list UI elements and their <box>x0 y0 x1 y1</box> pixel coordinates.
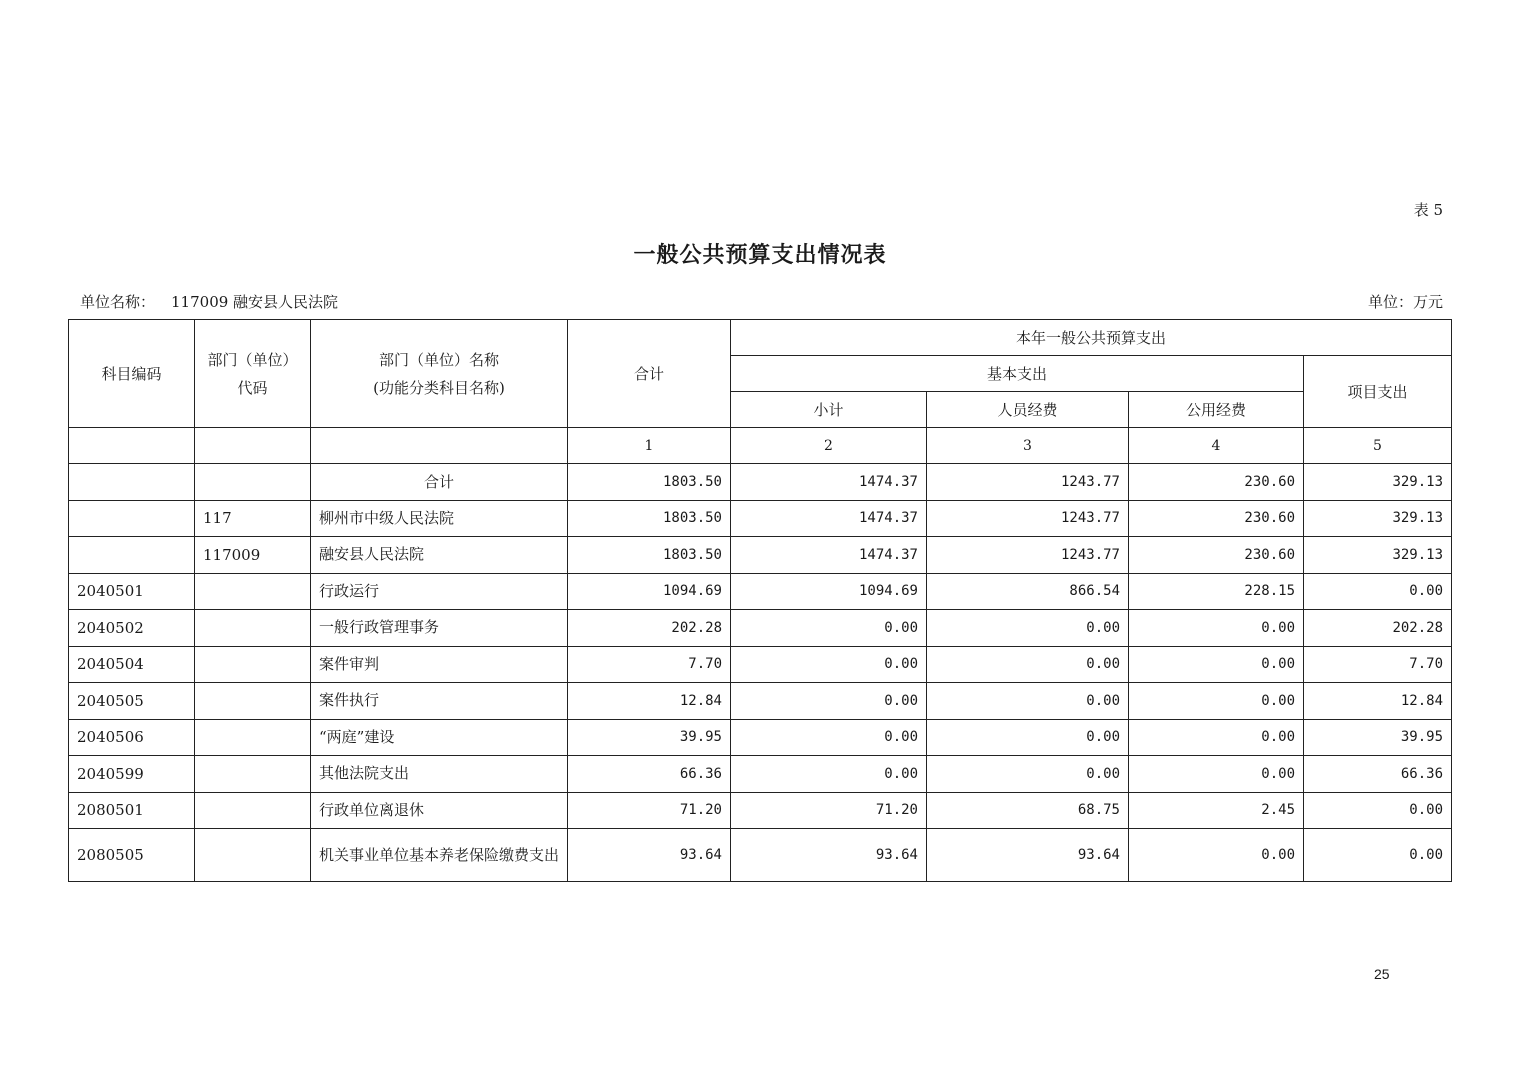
cell-project: 329.13 <box>1304 500 1452 537</box>
header-total: 合计 <box>568 320 731 428</box>
cell-name: 柳州市中级人民法院 <box>311 500 568 537</box>
cell-name: 机关事业单位基本养老保险缴费支出 <box>311 829 568 882</box>
cell-dept-code <box>195 610 311 647</box>
table-row <box>69 756 1452 793</box>
header-basic: 基本支出 <box>731 356 1304 392</box>
table-row <box>69 829 1452 882</box>
cell-public: 0.00 <box>1129 756 1304 793</box>
cell-total: 7.70 <box>568 646 731 683</box>
cell-total: 39.95 <box>568 719 731 756</box>
cell-subject-code: 2080501 <box>69 792 195 829</box>
cell-subtotal: 1094.69 <box>731 573 927 610</box>
cell-public: 0.00 <box>1129 610 1304 647</box>
colnum-blank <box>311 428 568 464</box>
cell-project: 0.00 <box>1304 829 1452 882</box>
cell-subject-code: 2040502 <box>69 610 195 647</box>
cell-personnel: 1243.77 <box>927 464 1129 501</box>
cell-personnel: 0.00 <box>927 719 1129 756</box>
cell-name: 案件审判 <box>311 646 568 683</box>
cell-project: 202.28 <box>1304 610 1452 647</box>
cell-name: 一般行政管理事务 <box>311 610 568 647</box>
cell-subject-code <box>69 464 195 501</box>
cell-project: 12.84 <box>1304 683 1452 720</box>
cell-personnel: 866.54 <box>927 573 1129 610</box>
currency-unit: 单位：万元 <box>1367 293 1443 311</box>
header-subtotal: 小计 <box>731 392 927 428</box>
cell-personnel: 0.00 <box>927 646 1129 683</box>
cell-total: 202.28 <box>568 610 731 647</box>
table-row <box>69 573 1452 610</box>
table-row <box>69 500 1452 537</box>
unit-name-value: 117009 融安县人民法院 <box>171 293 339 311</box>
cell-total: 1803.50 <box>568 464 731 501</box>
header-dept-name <box>311 320 568 428</box>
cell-total: 1803.50 <box>568 500 731 537</box>
cell-subtotal: 93.64 <box>731 829 927 882</box>
cell-public: 230.60 <box>1129 500 1304 537</box>
cell-name: 行政运行 <box>311 573 568 610</box>
cell-public: 0.00 <box>1129 683 1304 720</box>
cell-public: 230.60 <box>1129 464 1304 501</box>
cell-dept-code <box>195 792 311 829</box>
cell-subtotal: 1474.37 <box>731 537 927 574</box>
cell-subject-code: 2040506 <box>69 719 195 756</box>
cell-public: 0.00 <box>1129 646 1304 683</box>
cell-project: 329.13 <box>1304 537 1452 574</box>
cell-name: 行政单位离退休 <box>311 792 568 829</box>
header-current-year: 本年一般公共预算支出 <box>731 320 1452 356</box>
cell-project: 7.70 <box>1304 646 1452 683</box>
budget-table <box>68 319 1452 882</box>
cell-public: 228.15 <box>1129 573 1304 610</box>
cell-personnel: 0.00 <box>927 610 1129 647</box>
cell-personnel: 68.75 <box>927 792 1129 829</box>
table-row <box>69 537 1452 574</box>
cell-subject-code: 2040501 <box>69 573 195 610</box>
table-row <box>69 646 1452 683</box>
cell-name: 案件执行 <box>311 683 568 720</box>
cell-subtotal: 0.00 <box>731 719 927 756</box>
cell-name: 其他法院支出 <box>311 756 568 793</box>
cell-dept-code <box>195 683 311 720</box>
table-row <box>69 610 1452 647</box>
cell-personnel: 1243.77 <box>927 537 1129 574</box>
header-subject-code: 科目编码 <box>69 320 195 428</box>
cell-public: 230.60 <box>1129 537 1304 574</box>
cell-dept-code: 117 <box>195 500 311 537</box>
cell-subject-code: 2040599 <box>69 756 195 793</box>
cell-dept-code <box>195 829 311 882</box>
cell-subtotal: 0.00 <box>731 683 927 720</box>
header-public: 公用经费 <box>1129 392 1304 428</box>
cell-subject-code: 2080505 <box>69 829 195 882</box>
cell-project: 329.13 <box>1304 464 1452 501</box>
colnum-blank <box>195 428 311 464</box>
table-row <box>69 683 1452 720</box>
cell-name: “两庭”建设 <box>311 719 568 756</box>
colnum-1: 1 <box>568 428 731 464</box>
table-number: 表 5 <box>1413 201 1443 219</box>
cell-dept-code <box>195 573 311 610</box>
cell-public: 0.00 <box>1129 829 1304 882</box>
header-dept-code <box>195 320 311 428</box>
cell-public: 0.00 <box>1129 719 1304 756</box>
cell-project: 0.00 <box>1304 792 1452 829</box>
header-project: 项目支出 <box>1304 356 1452 428</box>
cell-total: 1094.69 <box>568 573 731 610</box>
cell-subtotal: 1474.37 <box>731 500 927 537</box>
cell-public: 2.45 <box>1129 792 1304 829</box>
colnum-5: 5 <box>1304 428 1452 464</box>
cell-dept-code <box>195 464 311 501</box>
page-number: 25 <box>1374 966 1390 982</box>
cell-name: 合计 <box>311 464 568 501</box>
page-title: 一般公共预算支出情况表 <box>633 242 887 268</box>
header-dept-code-line2: 代码 <box>237 378 268 397</box>
cell-project: 39.95 <box>1304 719 1452 756</box>
cell-project: 0.00 <box>1304 573 1452 610</box>
cell-subject-code: 2040505 <box>69 683 195 720</box>
cell-personnel: 0.00 <box>927 683 1129 720</box>
header-personnel: 人员经费 <box>927 392 1129 428</box>
colnum-3: 3 <box>927 428 1129 464</box>
cell-subtotal: 71.20 <box>731 792 927 829</box>
cell-subject-code <box>69 537 195 574</box>
table-row <box>69 792 1452 829</box>
cell-dept-code <box>195 646 311 683</box>
table-row <box>69 719 1452 756</box>
cell-total: 93.64 <box>568 829 731 882</box>
unit-name <box>80 291 338 312</box>
cell-dept-code <box>195 719 311 756</box>
header-dept-name-line1: 部门（单位）名称 <box>378 350 499 369</box>
cell-dept-code <box>195 756 311 793</box>
cell-subject-code <box>69 500 195 537</box>
cell-subtotal: 0.00 <box>731 756 927 793</box>
colnum-blank <box>69 428 195 464</box>
cell-total: 71.20 <box>568 792 731 829</box>
colnum-4: 4 <box>1129 428 1304 464</box>
cell-total: 12.84 <box>568 683 731 720</box>
cell-dept-code: 117009 <box>195 537 311 574</box>
cell-subtotal: 0.00 <box>731 646 927 683</box>
cell-total: 66.36 <box>568 756 731 793</box>
cell-name: 融安县人民法院 <box>311 537 568 574</box>
cell-subtotal: 1474.37 <box>731 464 927 501</box>
cell-personnel: 1243.77 <box>927 500 1129 537</box>
cell-subtotal: 0.00 <box>731 610 927 647</box>
colnum-2: 2 <box>731 428 927 464</box>
cell-project: 66.36 <box>1304 756 1452 793</box>
table-row <box>69 464 1452 501</box>
cell-personnel: 0.00 <box>927 756 1129 793</box>
unit-name-label: 单位名称： <box>80 293 156 311</box>
header-dept-code-line1: 部门（单位） <box>207 350 298 369</box>
header-dept-name-line2: (功能分类科目名称) <box>373 378 505 397</box>
cell-personnel: 93.64 <box>927 829 1129 882</box>
cell-subject-code: 2040504 <box>69 646 195 683</box>
cell-total: 1803.50 <box>568 537 731 574</box>
